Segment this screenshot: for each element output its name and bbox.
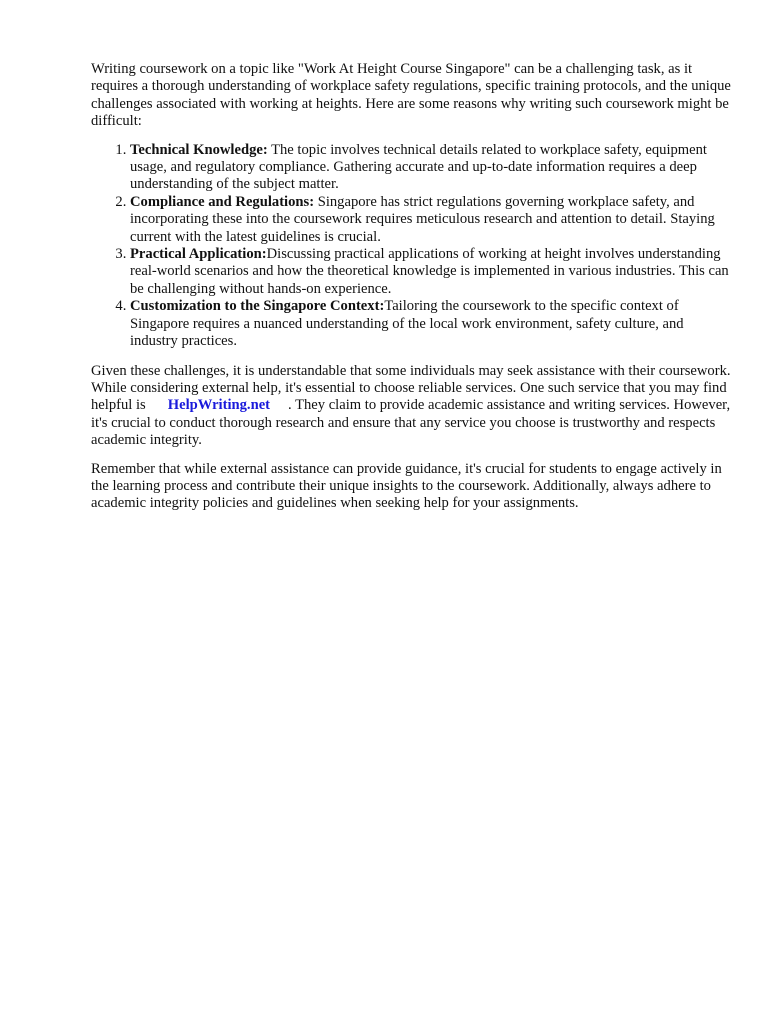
list-item [130,194,731,246]
reason-text: Discussing practical applications of working at height involves understanding real-world scenarios and how the theoretical knowledge is implemented in various industries. This can be challenging without hands-on experience. [130,246,729,297]
list-item [130,142,731,194]
reason-term: Customization to the Singapore Context: [130,298,385,315]
closing-paragraph: Remember that while external assistance can provide guidance, it's crucial for students to engage actively in the learning process and contribute their unique insights to the coursework. Additionally, always adhere to academic integrity policies and guidelines when seeking help for your assignments. [91,460,722,512]
intro-paragraph: Writing coursework on a topic like "Work At Height Course Singapore" can be a challenging task, as it requires a thorough understanding of workplace safety regulations, specific training protocols, and the unique challenges associated with working at heights. Here are some reasons why writing such coursework might be difficult: [91,61,731,130]
assistance-text-before: Given these challenges, it is understandable that some individuals may seek assistance with their coursework. While considering external help, it's essential to choose reliable services. One such service that you may find helpful is [91,362,731,414]
reason-text: Singapore has strict regulations governing workplace safety, and incorporating these into the coursework requires meticulous research and attention to detail. Staying current with the latest guidelines is crucial. [130,193,715,245]
assistance-text-after: . They claim to provide academic assistance and writing services. However, it's crucial to conduct thorough research and ensure that any service you choose is trustworthy and respects academic integrity. [91,397,731,449]
document-page [91,61,731,513]
reason-text: The topic involves technical details related to workplace safety, equipment usage, and regulatory compliance. Gathering accurate and up-to-date information requires a deep understanding of the subject matter. [130,141,707,193]
reason-text: Tailoring the coursework to the specific context of Singapore requires a nuanced understanding of the local work environment, safety culture, and industry practices. [130,298,684,350]
reason-term: Practical Application: [130,246,267,263]
reason-term: Compliance and Regulations: [130,193,315,210]
reasons-list [91,142,731,351]
list-item [130,298,731,350]
reason-term: Technical Knowledge: [130,141,268,158]
helpwriting-link[interactable]: HelpWriting.net [167,397,271,414]
assistance-paragraph [91,363,731,450]
list-item [130,246,731,298]
